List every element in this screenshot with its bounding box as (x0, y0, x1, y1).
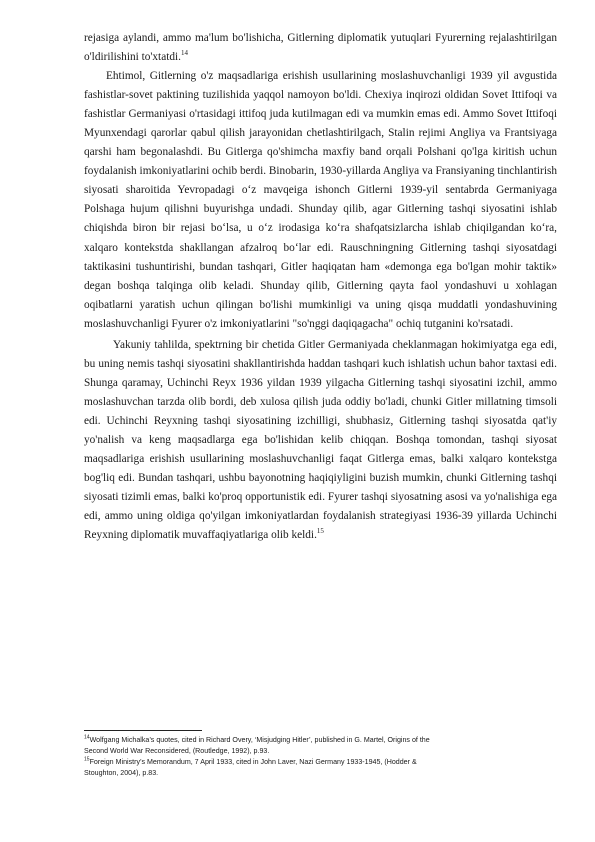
footnote-15-line1: Foreign Ministry’s Memorandum, 7 April 1933, cited in John Laver, Nazi Germany 1933-1945, (Hodder & (89, 758, 417, 766)
footnote-divider (84, 730, 202, 731)
paragraph-2-text: Ehtimol, Gitlerning o'z maqsadlariga erishish usullarining moslashuvchanligi 1939 yil avgustida fashistlar-sovet paktining tuzilishida yaqqol namoyon bo'ldi. Chexiya inqirozi oldidan Sovet Ittifoqi va fashistlar Germaniyasi o'rtasidagi ittifoq juda kutilmagan edi va mumkin emas edi. Ammo Sovet Ittifoqi Myunxendagi qarorlar qabul qilish jarayonidan chetlashtirilgach, Stalin rejimi Angliya va Frantsiyaga qarshi ham begonalashdi. Bu Gitlerga qo'shimcha maxfiy band orqali Polshani qo'lga kiritish uchun foydalanish imkoniyatlarini ochib berdi. Binobarin, 1930-yillarda Angliya va Fransiyaning tinchlantirish siyosati sharoitida Yevropadagi o‘z mavqeiga ishonch Gitlerni 1939-yil sentabrda Germaniyaga Polshaga hujum qilishni buyurishga undadi. Shunday qilib, agar Gitlerning tashqi siyosatini ishlab chiqishda biron bir rejasi bo‘lsa, u o‘z irodasiga ko‘ra shafqatsizlarcha ishlab chiqilgandan ko‘ra, xalqaro kontekstda shakllangan afzalroq bo‘lar edi. Rauschningning Gitlerning tashqi siyosatdagi taktikasini tushuntirishi, bundan tashqari, Gitler haqiqatan ham «demonga ega bo'lgan mohir taktik» degan boshqa talqinga olib keladi. Shunday qilib, Gitlerning qayta faol yondashuvi u xohlagan oqibatlarni yaratish uchun qilingan bo'lishi mumkinligi va uning qisqa muddatli yondashuvining moslashuvchanligi Fyurer o'z imkoniyatlarini "so'nggi daqiqagacha" ochiq tutganini ko'rsatadi. (84, 70, 557, 330)
paragraph-1-text: rejasiga aylandi, ammo ma'lum bo'lishicha, Gitlerning diplomatik yutuqlari Fyurerning rejalashtirilgan o'ldirilishini to'xtatdi. (84, 32, 557, 64)
footnote-14-line1: Wolfgang Michalka’s quotes, cited in Richard Overy, ‘Misjudging Hitler’, published in G. Martel, Origins of the (89, 736, 430, 744)
footnote-15-mark: 15 (84, 756, 90, 763)
footnote-14-cont (84, 746, 557, 757)
footnote-14-mark: 14 (84, 734, 90, 741)
paragraph-1 (84, 29, 557, 67)
paragraph-3 (84, 336, 557, 546)
footnotes-section (84, 730, 557, 779)
footnote-14 (84, 735, 557, 746)
footnote-14-line2: Second World War Reconsidered, (Routledge, 1992), p.93. (84, 747, 270, 755)
footnote-15-line2: Stoughton, 2004), p.83. (84, 769, 159, 777)
paragraph-3-text: Yakuniy tahlilda, spektrning bir chetida Gitler Germaniyada cheklanmagan hokimiyatga ega edi, bu uning nemis tashqi siyosatini shakllantirishda haddan tashqari kuch ishlatish uchun bahor taxtasi edi. Shunga qaramay, Uchinchi Reyx 1936 yildan 1939 yilgacha Gitlerning tashqi siyosatini izchil, ammo moslashuvchan tarzda olib bordi, deb xulosa qilish juda oddiy bo'ladi, chunki Gitler millatning timsoli edi. Uchinchi Reyxning tashqi siyosatining izchilligi, shubhasiz, Gitlerning tashqi siyosatda qat'iy yo'nalish va keng maqsadlarga ega bo'lishidan kelib chiqqan. Boshqa tomondan, tashqi siyosat maqsadlariga erishish usullarining moslashuvchanligi faqat Gitlerga emas, balki xalqaro kontekstga bog'liq edi. Bundan tashqari, ushbu bayonotning haqiqiyligini buzish mumkin, chunki Gitlerning tashqi siyosati tizimli emas, balki ko'proq opportunistik edi. Fyurer tashqi siyosatning asosi va yo'nalishiga ega edi, ammo uning oldiga qo'yilgan imkoniyatlardan foydalanish strategiyasi 1936-39 yillarda Uchinchi Reyxning diplomatik muvaffaqiyatlariga olib keldi. (84, 338, 557, 542)
paragraph-2 (84, 67, 557, 334)
footnote-15-cont (84, 768, 557, 779)
footnote-ref-15[interactable]: 15 (316, 527, 324, 536)
footnote-ref-14[interactable]: 14 (180, 49, 188, 58)
footnote-15 (84, 757, 557, 768)
